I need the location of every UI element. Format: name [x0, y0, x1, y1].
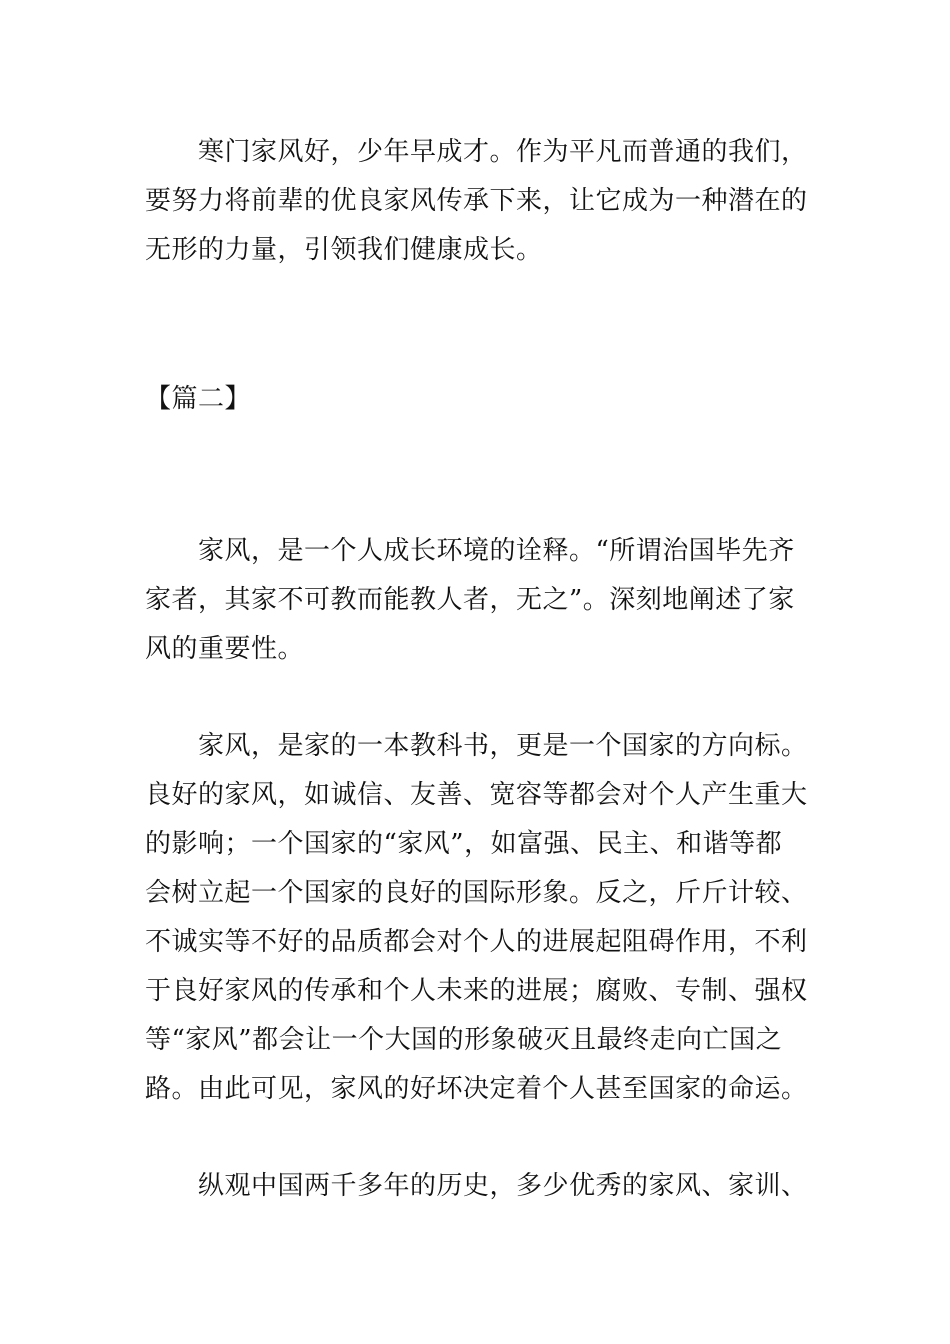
paragraph-2 — [145, 527, 810, 674]
paragraph-line: 良好的家风，如诚信、友善、宽容等都会对个人产生重大 — [145, 780, 808, 810]
section-heading: 【篇二】 — [145, 384, 252, 414]
paragraph-line: 会树立起一个国家的良好的国际形象。反之，斤斤计较、 — [145, 878, 808, 908]
paragraph-line: 等“家风”都会让一个大国的形象破灭且最终走向亡国之 — [145, 1025, 783, 1055]
paragraph-line: 家风，是家的一本教科书，更是一个国家的方向标。 — [145, 731, 808, 761]
paragraph-line: 路。由此可见，家风的好坏决定着个人甚至国家的命运。 — [145, 1074, 808, 1104]
paragraph-line: 无形的力量，引领我们健康成长。 — [145, 235, 543, 265]
paragraph-4 — [145, 1162, 810, 1211]
paragraph-line: 纵观中国两千多年的历史，多少优秀的家风、家训、 — [145, 1171, 808, 1201]
paragraph-line: 寒门家风好，少年早成才。作为平凡而普通的我们， — [145, 137, 808, 167]
paragraph-line: 的影响；一个国家的“家风”，如富强、民主、和谐等都 — [145, 829, 783, 859]
paragraph-line: 要努力将前辈的优良家风传承下来，让它成为一种潜在的 — [145, 186, 808, 216]
paragraph-3 — [145, 722, 810, 1114]
paragraph-line: 风的重要性。 — [145, 634, 305, 664]
paragraph-1 — [145, 128, 810, 275]
paragraph-line: 于良好家风的传承和个人未来的进展；腐败、专制、强权 — [145, 976, 808, 1006]
paragraph-line: 不诚实等不好的品质都会对个人的进展起阻碍作用，不利 — [145, 927, 808, 957]
paragraph-line: 家风，是一个人成长环境的诠释。“所谓治国毕先齐 — [145, 536, 795, 566]
paragraph-line: 家者，其家不可教而能教人者，无之”。深刻地阐述了家 — [145, 585, 795, 615]
